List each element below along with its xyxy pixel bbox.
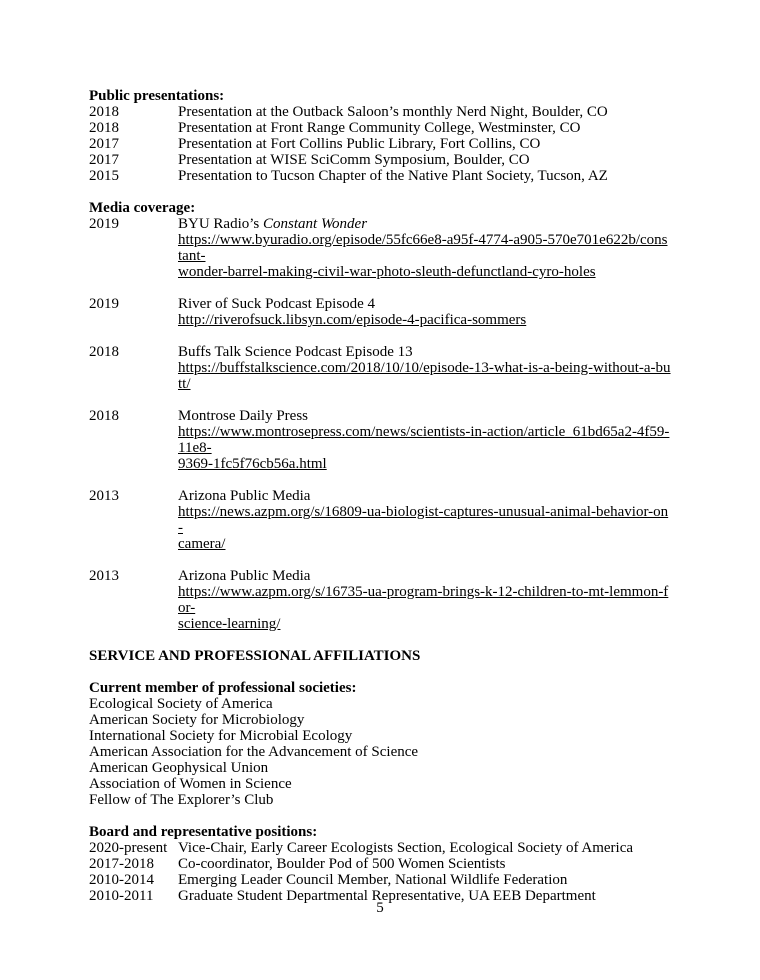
media-title	[178, 488, 671, 504]
media-url-link[interactable]: https://www.byuradio.org/episode/55fc66e8-a95f-4774-a905-570e701e622b/constant- wonder-barrel-making-civil-war-photo-sleuth-defunctland-cyro-holes	[178, 232, 668, 280]
board-positions-heading: Board and representative positions:	[89, 824, 318, 840]
media-url-link[interactable]: http://riverofsuck.libsyn.com/episode-4-pacifica-sommers	[178, 312, 527, 328]
media-entry-body	[178, 568, 671, 632]
section-board-positions	[89, 824, 671, 904]
page-content	[89, 88, 671, 920]
year-label: 2017-2018	[89, 856, 154, 872]
presentation-row	[89, 168, 671, 184]
societies-heading: Current member of professional societies:	[89, 680, 357, 696]
presentation-text: Presentation at Fort Collins Public Library, Fort Collins, CO	[178, 136, 541, 152]
presentation-text: Presentation at Front Range Community College, Westminster, CO	[178, 120, 581, 136]
year-label: 2018	[89, 344, 119, 360]
year-label: 2020-present	[89, 840, 168, 856]
media-entry	[89, 568, 671, 632]
year-label: 2017	[89, 152, 119, 168]
presentation-text: Presentation to Tucson Chapter of the Native Plant Society, Tucson, AZ	[178, 168, 608, 184]
media-entry	[89, 488, 671, 552]
society-item: International Society for Microbial Ecology	[89, 728, 353, 744]
media-entry	[89, 344, 671, 392]
section-media-coverage	[89, 200, 671, 632]
media-entry-body	[178, 408, 671, 472]
society-item: Association of Women in Science	[89, 776, 292, 792]
media-title	[178, 344, 671, 360]
media-title	[178, 568, 671, 584]
media-title	[178, 408, 671, 424]
media-title	[178, 216, 671, 232]
media-url-link[interactable]: https://news.azpm.org/s/16809-ua-biologist-captures-unusual-animal-behavior-on- camera/	[178, 504, 669, 552]
society-item: Ecological Society of America	[89, 696, 273, 712]
board-position-text: Graduate Student Departmental Representative, UA EEB Department	[178, 888, 596, 904]
section-service-affiliations	[89, 648, 671, 664]
presentation-text: Presentation at WISE SciComm Symposium, Boulder, CO	[178, 152, 530, 168]
presentation-row	[89, 152, 671, 168]
year-label: 2018	[89, 408, 119, 424]
year-label: 2013	[89, 488, 119, 504]
media-title-text: Montrose Daily Press	[178, 408, 308, 424]
media-entry-body	[178, 344, 671, 392]
society-item: American Geophysical Union	[89, 760, 269, 776]
presentation-row	[89, 136, 671, 152]
year-label: 2019	[89, 296, 119, 312]
media-title-text: Buffs Talk Science Podcast Episode 13	[178, 344, 413, 360]
year-label: 2010-2014	[89, 872, 154, 888]
year-label: 2013	[89, 568, 119, 584]
media-url-link[interactable]: https://www.azpm.org/s/16735-ua-program-brings-k-12-children-to-mt-lemmon-for- science-learning/	[178, 584, 669, 632]
board-position-row	[89, 840, 671, 856]
year-label: 2019	[89, 216, 119, 232]
media-title	[178, 296, 671, 312]
public-presentations-heading: Public presentations:	[89, 88, 225, 104]
year-label: 2018	[89, 104, 119, 120]
media-entry-body	[178, 216, 671, 280]
section-public-presentations	[89, 88, 671, 184]
media-url-link[interactable]: https://www.montrosepress.com/news/scientists-in-action/article_61bd65a2-4f59-11e8- 9369-1fc5f76cb56a.html	[178, 424, 670, 472]
media-entry-body	[178, 488, 671, 552]
media-url-link[interactable]: https://buffstalkscience.com/2018/10/10/episode-13-what-is-a-being-without-a-butt/	[178, 360, 671, 392]
year-label: 2018	[89, 120, 119, 136]
board-position-row	[89, 856, 671, 872]
board-position-text: Co-coordinator, Boulder Pod of 500 Women Scientists	[178, 856, 506, 872]
media-title-text: Arizona Public Media	[178, 568, 311, 584]
media-entry-body	[178, 296, 671, 328]
media-title-text: River of Suck Podcast Episode 4	[178, 296, 376, 312]
media-coverage-heading: Media coverage:	[89, 200, 196, 216]
media-title-text: Arizona Public Media	[178, 488, 311, 504]
year-label: 2017	[89, 136, 119, 152]
media-entry	[89, 408, 671, 472]
board-position-text: Emerging Leader Council Member, National Wildlife Federation	[178, 872, 568, 888]
year-label: 2010-2011	[89, 888, 154, 904]
presentation-row	[89, 104, 671, 120]
society-item: American Society for Microbiology	[89, 712, 305, 728]
society-item: American Association for the Advancement of Science	[89, 744, 419, 760]
section-societies	[89, 680, 671, 808]
media-entry	[89, 296, 671, 328]
presentation-row	[89, 120, 671, 136]
society-item: Fellow of The Explorer’s Club	[89, 792, 274, 808]
board-position-row	[89, 872, 671, 888]
board-position-text: Vice-Chair, Early Career Ecologists Section, Ecological Society of America	[178, 840, 634, 856]
year-label: 2015	[89, 168, 119, 184]
media-title-italic: Constant Wonder	[263, 216, 368, 232]
presentation-text: Presentation at the Outback Saloon’s monthly Nerd Night, Boulder, CO	[178, 104, 608, 120]
media-title-text: BYU Radio’s	[178, 216, 264, 232]
page-number: 5	[376, 900, 384, 916]
service-affiliations-heading: SERVICE AND PROFESSIONAL AFFILIATIONS	[89, 648, 421, 664]
media-entry	[89, 216, 671, 280]
